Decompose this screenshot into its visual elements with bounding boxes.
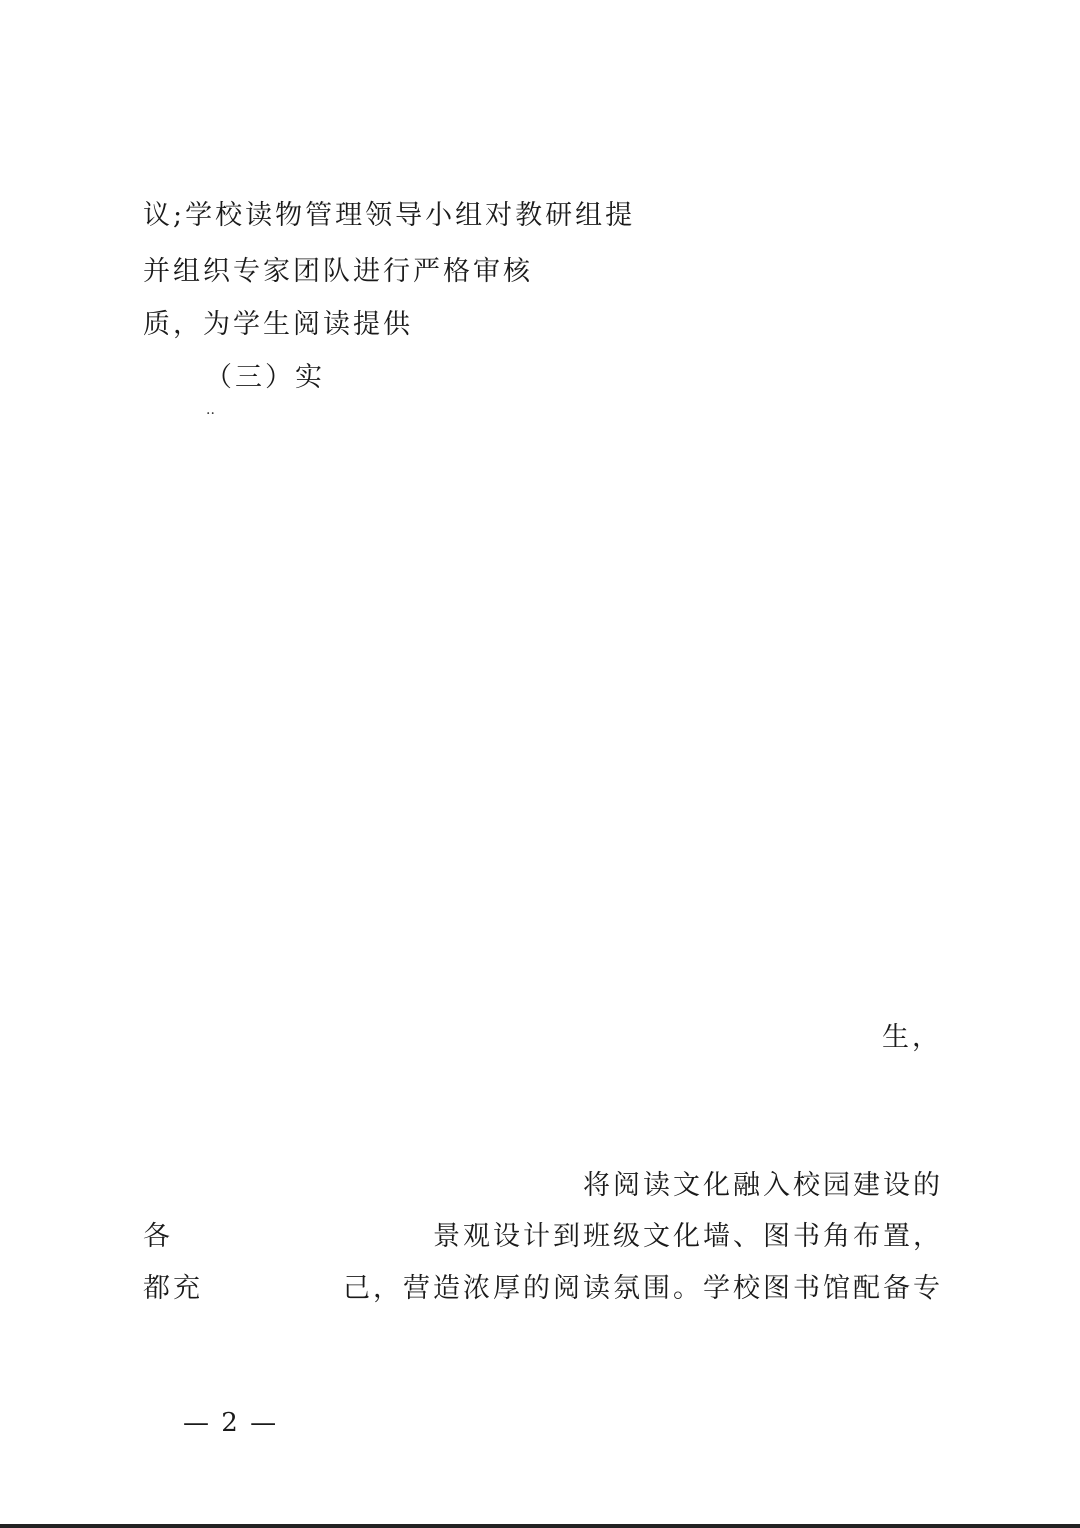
text-fragment-right: 己，营造浓厚的阅读氛围。学校图书馆配备专 xyxy=(343,1273,943,1304)
text-fragment-right: 景观设计到班级文化墙、图书角布置， xyxy=(433,1221,943,1252)
body-text-line: 并组织专家团队进行严格审核 xyxy=(143,256,533,287)
page-number: — 2 — xyxy=(183,1408,279,1438)
text-fragment-left: 各 xyxy=(143,1221,173,1252)
text-fragment: 生， xyxy=(882,1022,942,1053)
body-text-line xyxy=(143,1217,943,1257)
stray-mark: ·· xyxy=(206,406,215,422)
bottom-edge-rule xyxy=(0,1524,1080,1528)
body-text-line: 质，为学生阅读提供 xyxy=(143,309,413,340)
text-fragment-right: 将阅读文化融入校园建设的 xyxy=(583,1170,943,1201)
body-text-line: 议;学校读物管理领导小组对教研组提 xyxy=(143,200,636,231)
text-fragment-left: 都充 xyxy=(143,1273,203,1304)
body-text-line xyxy=(143,1166,943,1206)
body-text-line xyxy=(143,1269,943,1309)
section-heading: （三）实 xyxy=(205,362,325,393)
